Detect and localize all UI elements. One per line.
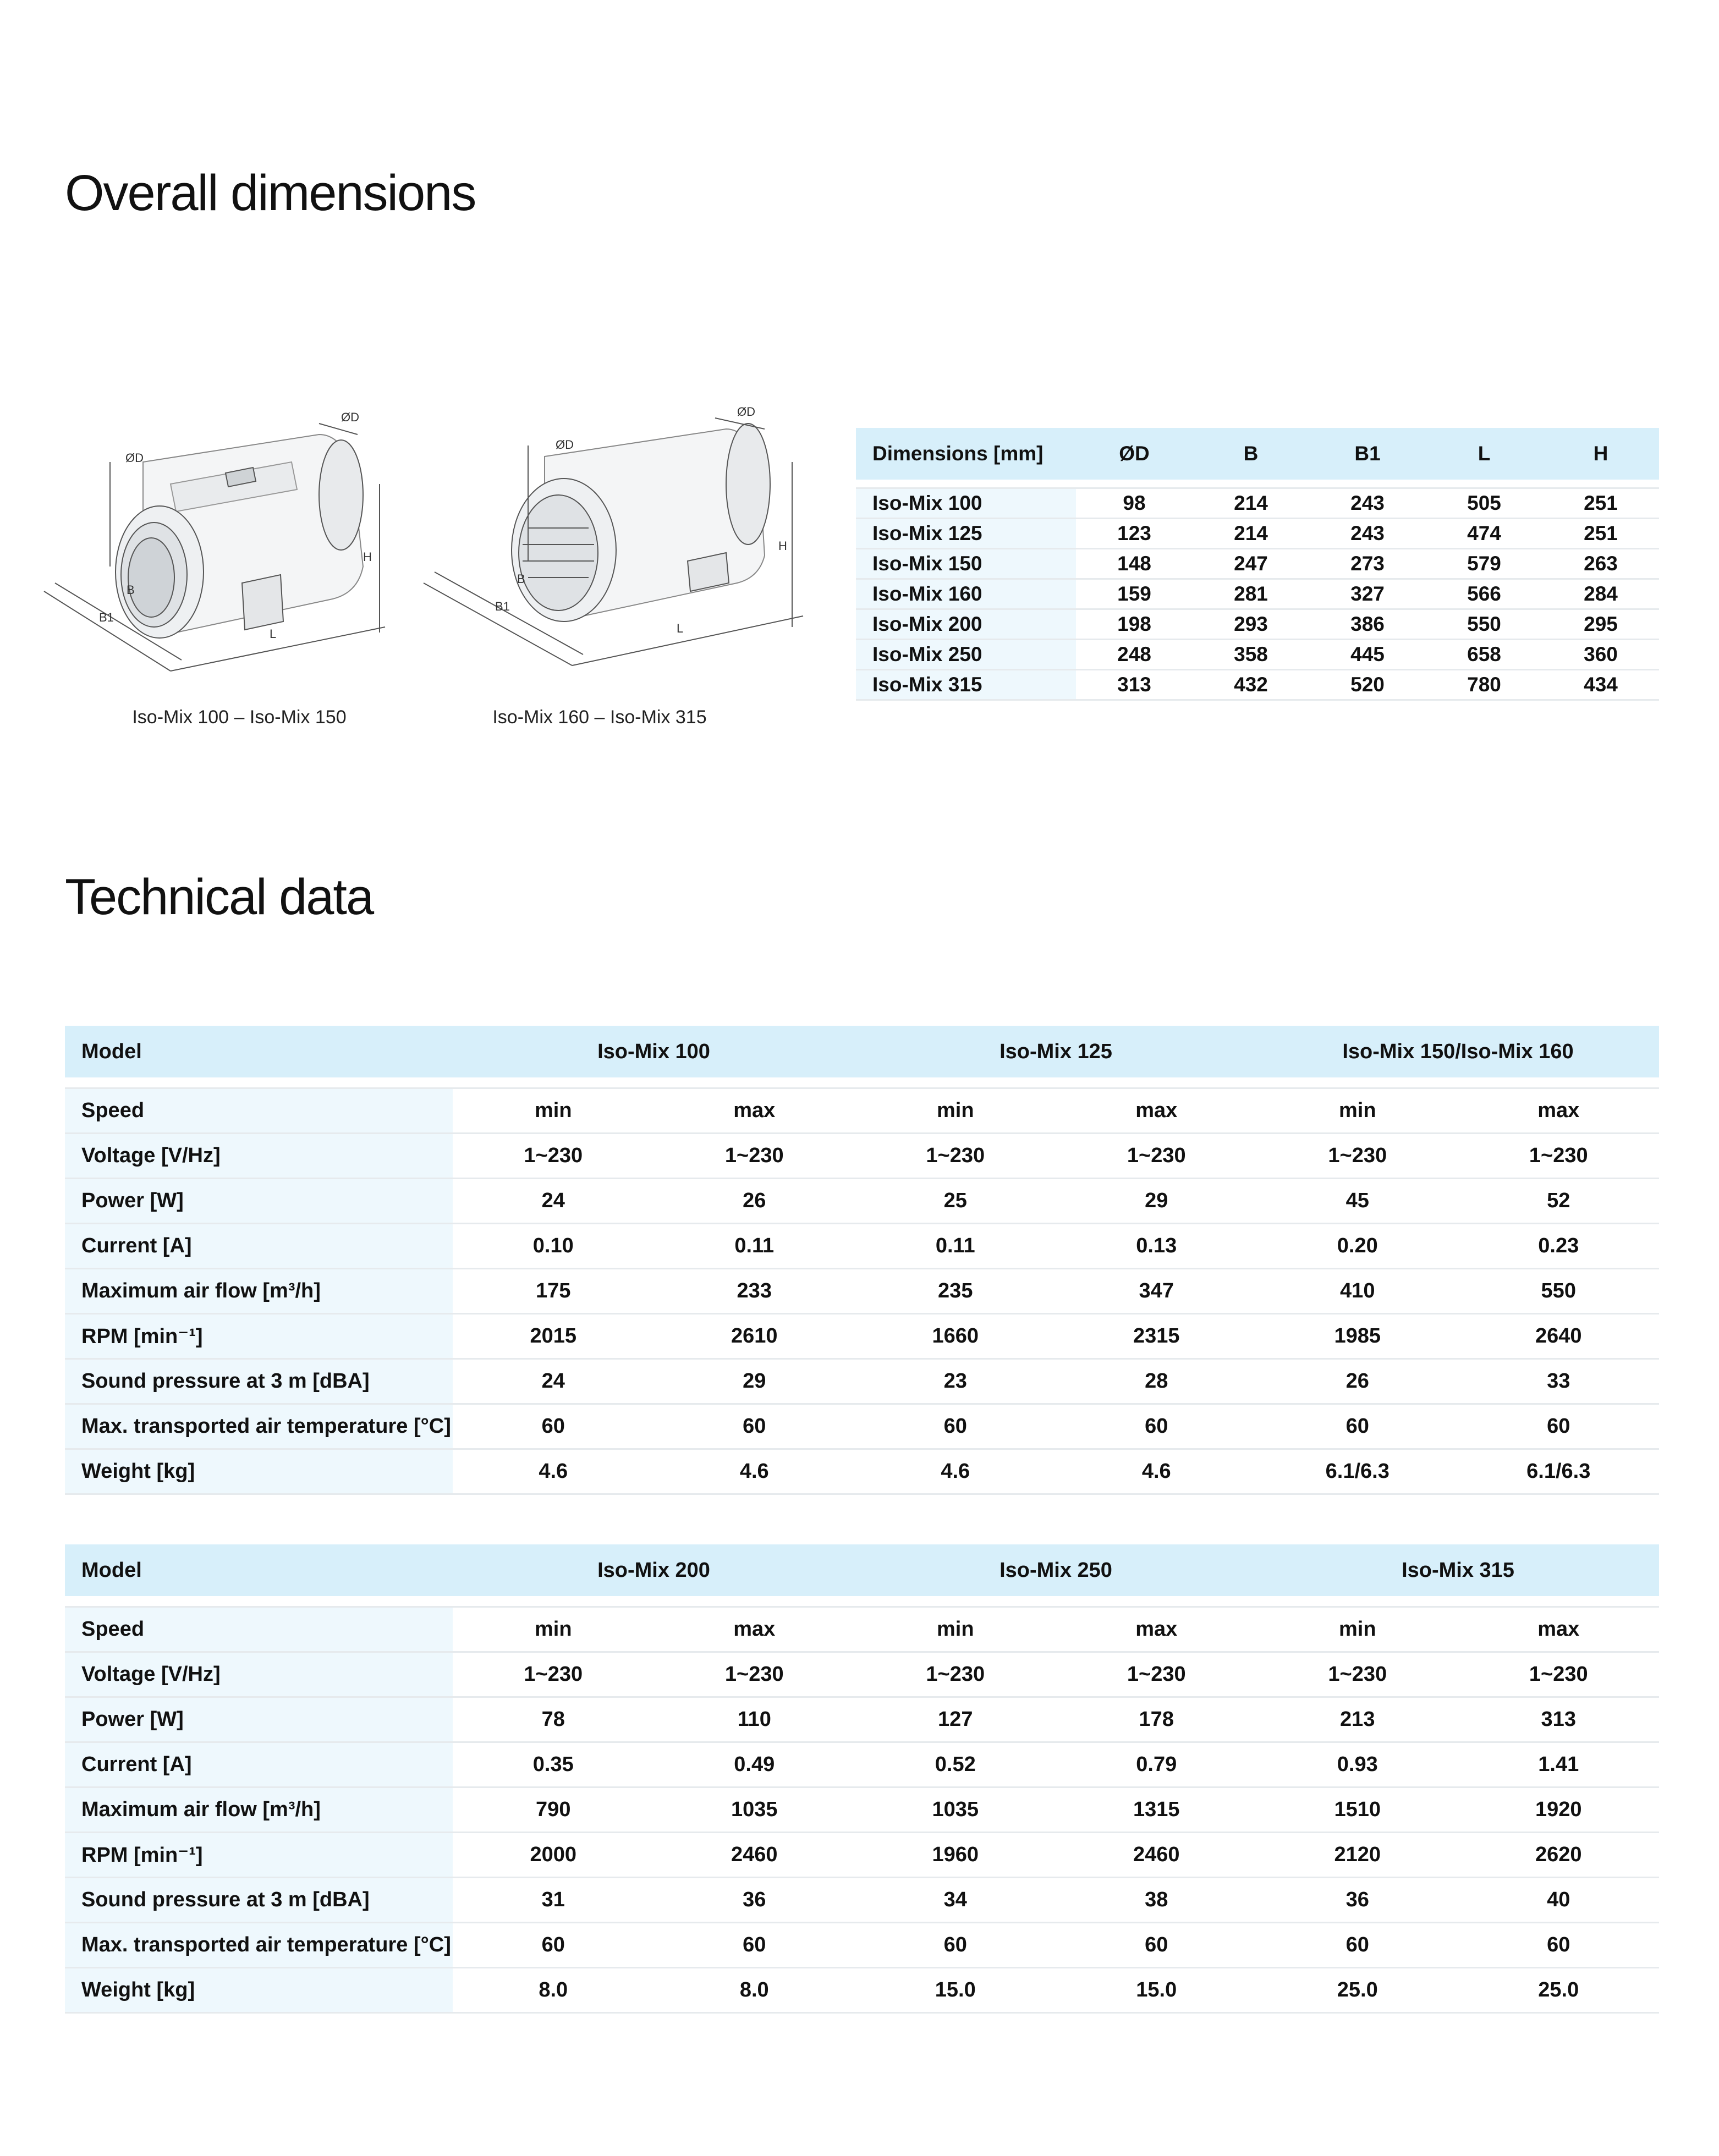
technical-row	[65, 1224, 1659, 1269]
dimensions-cell: 445	[1309, 640, 1426, 670]
technical-cell: 60	[1458, 1923, 1660, 1968]
dimensions-table-body	[856, 480, 1659, 700]
technical-header-cell: Iso-Mix 200	[453, 1544, 855, 1596]
technical-cell: 2000	[453, 1833, 654, 1878]
technical-header-cell: Iso-Mix 150/Iso-Mix 160	[1257, 1026, 1659, 1077]
technical-cell: 29	[1056, 1179, 1257, 1224]
technical-cell: 0.10	[453, 1224, 654, 1269]
dimensions-cell: 159	[1076, 579, 1193, 609]
technical-cell: 0.79	[1056, 1742, 1257, 1788]
technical-header-cell: Model	[65, 1544, 453, 1596]
overall-dimensions-heading: Overall dimensions	[65, 165, 476, 221]
technical-row	[65, 1652, 1659, 1697]
technical-cell: 4.6	[855, 1449, 1056, 1494]
dimensions-cell: 474	[1426, 519, 1542, 549]
technical-cell: 1985	[1257, 1314, 1458, 1359]
technical-cell: 2460	[1056, 1833, 1257, 1878]
dimensions-cell: 327	[1309, 579, 1426, 609]
fan-drawing-small	[33, 402, 396, 698]
technical-cell-label: Max. transported air temperature [°C]	[65, 1404, 453, 1449]
technical-cell: 1~230	[1458, 1134, 1660, 1179]
technical-cell: 24	[453, 1179, 654, 1224]
dimensions-cell: 579	[1426, 549, 1542, 579]
technical-cell: 38	[1056, 1878, 1257, 1923]
technical-data-heading: Technical data	[65, 869, 374, 925]
dimensions-cell: 214	[1193, 488, 1309, 519]
technical-cell: 36	[1257, 1878, 1458, 1923]
technical-cell: 0.49	[654, 1742, 855, 1788]
dimensions-row	[856, 579, 1659, 609]
dimensions-header-cell: Dimensions [mm]	[856, 428, 1076, 480]
technical-cell: max	[1056, 1607, 1257, 1652]
technical-cell: 2620	[1458, 1833, 1660, 1878]
technical-cell-label: Speed	[65, 1607, 453, 1652]
technical-cell: 1~230	[1056, 1134, 1257, 1179]
technical-cell: 4.6	[453, 1449, 654, 1494]
technical-cell: 2610	[654, 1314, 855, 1359]
dimensions-cell: 248	[1076, 640, 1193, 670]
technical-row	[65, 1968, 1659, 2013]
dimensions-cell: 780	[1426, 670, 1542, 700]
technical-cell-label: Current [A]	[65, 1224, 453, 1269]
dimensions-header-cell: L	[1426, 428, 1542, 480]
dimensions-row	[856, 519, 1659, 549]
drawing-caption-large: Iso-Mix 160 – Iso-Mix 315	[492, 707, 707, 728]
technical-row	[65, 1404, 1659, 1449]
technical-cell: 33	[1458, 1359, 1660, 1404]
technical-cell: 1~230	[1257, 1652, 1458, 1697]
technical-cell: 0.23	[1458, 1224, 1660, 1269]
technical-row	[65, 1179, 1659, 1224]
technical-cell-label: Max. transported air temperature [°C]	[65, 1923, 453, 1968]
dimensions-row	[856, 640, 1659, 670]
technical-cell: min	[855, 1088, 1056, 1134]
technical-cell: 213	[1257, 1697, 1458, 1742]
dimensions-cell: 293	[1193, 609, 1309, 640]
technical-cell: 790	[453, 1788, 654, 1833]
dimensions-header-cell: B	[1193, 428, 1309, 480]
drawing-caption-small: Iso-Mix 100 – Iso-Mix 150	[132, 707, 347, 728]
technical-cell: 2640	[1458, 1314, 1660, 1359]
technical-cell: 60	[1056, 1404, 1257, 1449]
technical-cell: 0.35	[453, 1742, 654, 1788]
dimensions-cell: 505	[1426, 488, 1542, 519]
technical-cell: min	[855, 1607, 1056, 1652]
dimensions-row	[856, 549, 1659, 579]
technical-cell: 25.0	[1257, 1968, 1458, 2013]
dimensions-cell: 243	[1309, 519, 1426, 549]
technical-row	[65, 1697, 1659, 1742]
dimensions-cell: 658	[1426, 640, 1542, 670]
dimensions-cell-label: Iso-Mix 250	[856, 640, 1076, 670]
dimensions-table	[856, 428, 1659, 701]
technical-cell: 4.6	[654, 1449, 855, 1494]
dimensions-row	[856, 609, 1659, 640]
technical-cell: 347	[1056, 1269, 1257, 1314]
technical-cell-label: Voltage [V/Hz]	[65, 1652, 453, 1697]
technical-cell-label: Speed	[65, 1088, 453, 1134]
dimensions-cell: 432	[1193, 670, 1309, 700]
technical-row	[65, 1878, 1659, 1923]
technical-table-body	[65, 1077, 1659, 1494]
technical-header-row	[65, 1026, 1659, 1077]
technical-cell: 1035	[654, 1788, 855, 1833]
technical-cell: min	[453, 1088, 654, 1134]
label-b1-large: B1	[495, 600, 510, 613]
technical-table-body	[65, 1596, 1659, 2013]
technical-cell: 4.6	[1056, 1449, 1257, 1494]
technical-cell: 1~230	[654, 1134, 855, 1179]
technical-cell: 235	[855, 1269, 1056, 1314]
technical-cell: max	[654, 1088, 855, 1134]
dimensions-cell: 566	[1426, 579, 1542, 609]
technical-cell: 1510	[1257, 1788, 1458, 1833]
technical-cell: max	[654, 1607, 855, 1652]
technical-cell: 8.0	[453, 1968, 654, 2013]
technical-cell: min	[1257, 1088, 1458, 1134]
technical-cell: 15.0	[1056, 1968, 1257, 2013]
technical-cell: 34	[855, 1878, 1056, 1923]
technical-row	[65, 1742, 1659, 1788]
technical-cell: 26	[1257, 1359, 1458, 1404]
dimensions-cell: 386	[1309, 609, 1426, 640]
dimensions-cell: 434	[1542, 670, 1659, 700]
dimensions-cell: 550	[1426, 609, 1542, 640]
technical-cell: 24	[453, 1359, 654, 1404]
technical-cell: 550	[1458, 1269, 1660, 1314]
dimensions-cell: 520	[1309, 670, 1426, 700]
label-d-outlet-small: ØD	[341, 410, 359, 424]
technical-cell: 60	[453, 1923, 654, 1968]
dimensions-cell: 295	[1542, 609, 1659, 640]
technical-cell-label: Voltage [V/Hz]	[65, 1134, 453, 1179]
dimensions-cell: 284	[1542, 579, 1659, 609]
technical-cell-label: RPM [min⁻¹]	[65, 1314, 453, 1359]
dimensions-cell: 247	[1193, 549, 1309, 579]
technical-cell: 0.13	[1056, 1224, 1257, 1269]
technical-cell: min	[453, 1607, 654, 1652]
technical-row	[65, 1359, 1659, 1404]
technical-cell: 1920	[1458, 1788, 1660, 1833]
dimensions-cell-label: Iso-Mix 100	[856, 488, 1076, 519]
technical-cell: 26	[654, 1179, 855, 1224]
technical-cell: 233	[654, 1269, 855, 1314]
technical-cell: 1315	[1056, 1788, 1257, 1833]
technical-cell: 2460	[654, 1833, 855, 1878]
fan-drawing-large	[418, 396, 814, 693]
technical-cell: 28	[1056, 1359, 1257, 1404]
technical-cell-label: Power [W]	[65, 1697, 453, 1742]
technical-cell: 127	[855, 1697, 1056, 1742]
technical-cell: 1~230	[855, 1652, 1056, 1697]
technical-cell: 0.11	[855, 1224, 1056, 1269]
technical-cell: 0.20	[1257, 1224, 1458, 1269]
dimensions-header-cell: B1	[1309, 428, 1426, 480]
technical-cell: 60	[453, 1404, 654, 1449]
dimensions-cell: 273	[1309, 549, 1426, 579]
technical-cell: 313	[1458, 1697, 1660, 1742]
dimensions-cell: 251	[1542, 488, 1659, 519]
technical-cell: 1~230	[855, 1134, 1056, 1179]
technical-cell-label: Maximum air flow [m³/h]	[65, 1269, 453, 1314]
label-l-small: L	[270, 627, 277, 641]
dimensions-cell: 313	[1076, 670, 1193, 700]
label-d-large: ØD	[556, 438, 574, 452]
dimensions-cell-label: Iso-Mix 160	[856, 579, 1076, 609]
technical-cell: 23	[855, 1359, 1056, 1404]
dimensions-cell: 123	[1076, 519, 1193, 549]
technical-row	[65, 1923, 1659, 1968]
label-b1-small: B1	[99, 610, 114, 624]
technical-cell: 78	[453, 1697, 654, 1742]
technical-cell: 1~230	[1056, 1652, 1257, 1697]
dimensions-cell: 198	[1076, 609, 1193, 640]
technical-cell: 6.1/6.3	[1458, 1449, 1660, 1494]
dimensions-header-cell: H	[1542, 428, 1659, 480]
technical-cell: 60	[1257, 1923, 1458, 1968]
technical-cell: 6.1/6.3	[1257, 1449, 1458, 1494]
dimensions-cell: 281	[1193, 579, 1309, 609]
technical-cell: 52	[1458, 1179, 1660, 1224]
technical-cell: 60	[654, 1923, 855, 1968]
technical-cell: 15.0	[855, 1968, 1056, 2013]
technical-cell: 1~230	[1257, 1134, 1458, 1179]
technical-cell: 178	[1056, 1697, 1257, 1742]
dimensions-cell: 148	[1076, 549, 1193, 579]
technical-header-cell: Iso-Mix 250	[855, 1544, 1257, 1596]
technical-cell: 1~230	[453, 1134, 654, 1179]
technical-header-cell: Iso-Mix 100	[453, 1026, 855, 1077]
dimensions-cell: 243	[1309, 488, 1426, 519]
technical-table-1	[65, 1026, 1659, 1495]
technical-cell: max	[1458, 1607, 1660, 1652]
dimensions-cell-label: Iso-Mix 150	[856, 549, 1076, 579]
dimensions-cell-label: Iso-Mix 200	[856, 609, 1076, 640]
technical-cell: 0.11	[654, 1224, 855, 1269]
technical-cell-label: Sound pressure at 3 m [dBA]	[65, 1359, 453, 1404]
technical-cell: 60	[654, 1404, 855, 1449]
label-l-large: L	[677, 622, 684, 635]
dimensions-cell: 358	[1193, 640, 1309, 670]
technical-header-cell: Iso-Mix 315	[1257, 1544, 1659, 1596]
technical-cell: 8.0	[654, 1968, 855, 2013]
technical-cell: 1~230	[453, 1652, 654, 1697]
technical-table-2	[65, 1544, 1659, 2014]
technical-header-row	[65, 1544, 1659, 1596]
technical-cell: 1660	[855, 1314, 1056, 1359]
dimensions-row	[856, 670, 1659, 700]
technical-cell: min	[1257, 1607, 1458, 1652]
technical-cell-label: Maximum air flow [m³/h]	[65, 1788, 453, 1833]
technical-cell: 2120	[1257, 1833, 1458, 1878]
label-h-small: H	[363, 550, 372, 564]
technical-cell: 410	[1257, 1269, 1458, 1314]
label-h-large: H	[778, 539, 787, 553]
technical-cell: 60	[855, 1404, 1056, 1449]
label-d-outlet-large: ØD	[737, 405, 755, 419]
technical-cell: 29	[654, 1359, 855, 1404]
dimensions-cell: 98	[1076, 488, 1193, 519]
dimensions-row	[856, 488, 1659, 519]
technical-row	[65, 1134, 1659, 1179]
technical-cell-label: Power [W]	[65, 1179, 453, 1224]
technical-cell: 60	[1257, 1404, 1458, 1449]
technical-cell: 60	[1458, 1404, 1660, 1449]
technical-cell: 31	[453, 1878, 654, 1923]
technical-row	[65, 1269, 1659, 1314]
technical-cell: 110	[654, 1697, 855, 1742]
dimensions-cell-label: Iso-Mix 315	[856, 670, 1076, 700]
technical-cell: 1.41	[1458, 1742, 1660, 1788]
technical-row	[65, 1088, 1659, 1134]
technical-cell-label: Sound pressure at 3 m [dBA]	[65, 1878, 453, 1923]
technical-cell: 25.0	[1458, 1968, 1660, 2013]
technical-cell: 0.93	[1257, 1742, 1458, 1788]
technical-row	[65, 1607, 1659, 1652]
technical-cell-label: Weight [kg]	[65, 1968, 453, 2013]
technical-cell: 45	[1257, 1179, 1458, 1224]
technical-cell: 1035	[855, 1788, 1056, 1833]
dimensions-cell: 251	[1542, 519, 1659, 549]
technical-cell: 25	[855, 1179, 1056, 1224]
label-b-small: B	[127, 583, 135, 597]
dimensions-header-cell: ØD	[1076, 428, 1193, 480]
technical-row	[65, 1449, 1659, 1494]
dimensions-cell: 263	[1542, 549, 1659, 579]
technical-cell: max	[1458, 1088, 1660, 1134]
dimensions-header-row	[856, 428, 1659, 480]
dimensions-cell-label: Iso-Mix 125	[856, 519, 1076, 549]
technical-row	[65, 1833, 1659, 1878]
technical-cell: 175	[453, 1269, 654, 1314]
label-b-large: B	[517, 572, 525, 586]
technical-cell-label: RPM [min⁻¹]	[65, 1833, 453, 1878]
technical-cell: 60	[1056, 1923, 1257, 1968]
technical-cell: 36	[654, 1878, 855, 1923]
technical-header-cell: Model	[65, 1026, 453, 1077]
label-d-small: ØD	[125, 451, 144, 465]
dimensions-cell: 360	[1542, 640, 1659, 670]
technical-header-cell: Iso-Mix 125	[855, 1026, 1257, 1077]
technical-cell: 1960	[855, 1833, 1056, 1878]
technical-cell: 1~230	[1458, 1652, 1660, 1697]
technical-cell: 40	[1458, 1878, 1660, 1923]
dimensions-cell: 214	[1193, 519, 1309, 549]
technical-cell: 2315	[1056, 1314, 1257, 1359]
technical-row	[65, 1788, 1659, 1833]
technical-row	[65, 1314, 1659, 1359]
technical-cell: 0.52	[855, 1742, 1056, 1788]
technical-cell: 2015	[453, 1314, 654, 1359]
technical-cell-label: Current [A]	[65, 1742, 453, 1788]
technical-cell-label: Weight [kg]	[65, 1449, 453, 1494]
technical-cell: max	[1056, 1088, 1257, 1134]
technical-cell: 60	[855, 1923, 1056, 1968]
technical-cell: 1~230	[654, 1652, 855, 1697]
